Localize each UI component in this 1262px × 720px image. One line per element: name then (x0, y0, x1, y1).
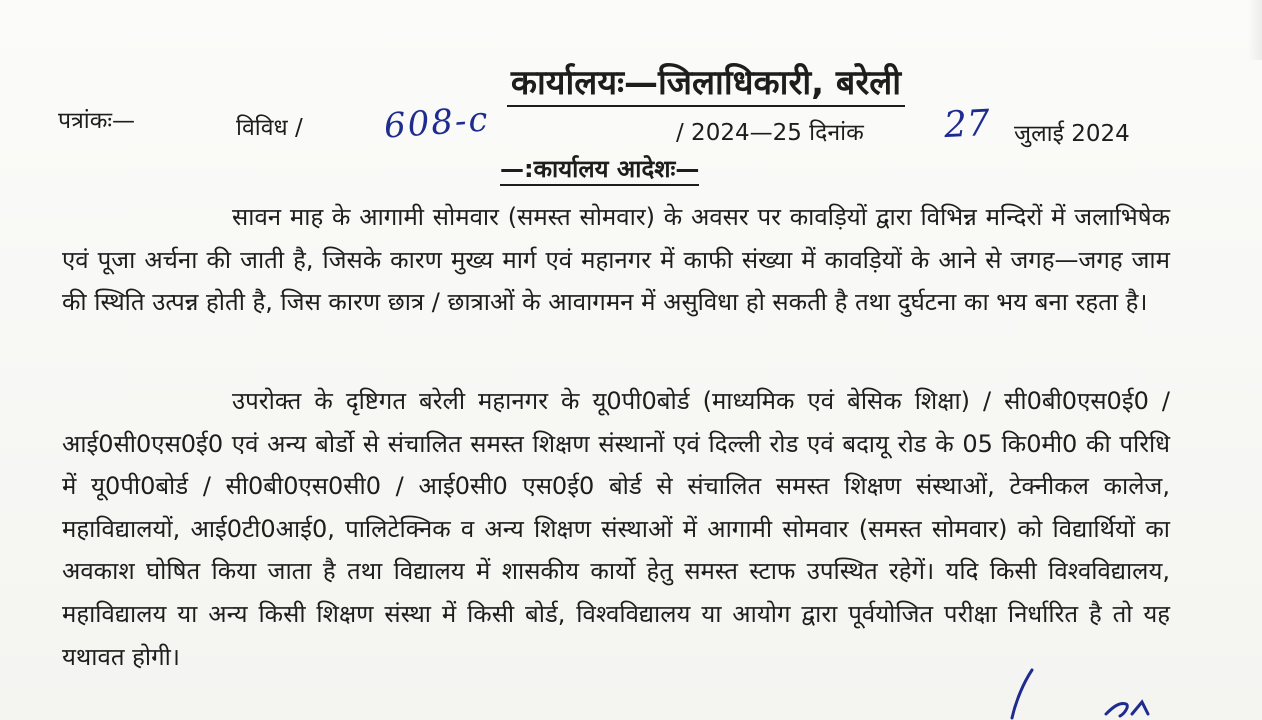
page-edge-shadow (1248, 0, 1262, 60)
order-heading-text: —:कार्यालय आदेशः— (500, 155, 699, 186)
office-title (0, 62, 1262, 107)
reference-label: पत्रांकः— (58, 108, 136, 134)
reference-prefix: विविध / (236, 115, 303, 141)
office-title-text: कार्यालयः—जिलाधिकारी, बरेली (507, 62, 905, 107)
body-paragraph-1: सावन माह के आगामी सोमवार (समस्त सोमवार) के अवसर पर कावड़ियों द्वारा विभिन्न मन्दिरों में जलाभिषेक एवं पूजा अर्चना की जाती है, जिसके कारण मुख्य मार्ग एवं महानगर में काफी संख्या में कावड़ियों के आने से जगह—जगह जाम की स्थिति उत्पन्न होती है, जिस कारण छात्र / छात्राओं के आवागमन में असुविधा हो सकती है तथा दुर्घटना का भय बना रहता है। (62, 203, 1170, 316)
signature-mark (1002, 630, 1262, 720)
reference-year: / 2024—25 दिनांक (676, 120, 864, 146)
date-month-year: जुलाई 2024 (1014, 121, 1130, 147)
body-paragraph-2: उपरोक्त के दृष्टिगत बरेली महानगर के यू0पी0बोर्ड (माध्यमिक एवं बेसिक शिक्षा) / सी0बी0एस0ई0 / आई0सी0एस0ई0 एवं अन्य बोर्डो से संचालित समस्त शिक्षण संस्थानों एवं दिल्ली रोड एवं बदायू रोड के 05 कि0मी0 की परिधि में यू0पी0बोर्ड / सी0बी0एस0सी0 / आई0सी0 एस0ई0 बोर्ड से संचालित समस्त शिक्षण संस्थाओं, टेक्नीकल कालेज, महाविद्यालयों, आई0टी0आई0, पालिटेक्निक व अन्य शिक्षण संस्थाओं में आगामी सोमवार (समस्त सोमवार) को विद्यार्थियों का अवकाश घोषित किया जाता है तथा विद्यालय में शासकीय कार्यो हेतु समस्त स्टाफ उपस्थित रहेगें। यदि किसी विश्वविद्यालय, महाविद्यालय या अन्य किसी शिक्षण संस्था में किसी बोर्ड, विश्वविद्यालय या आयोग द्वारा पूर्वयोजित परीक्षा निर्धारित है तो यह यथावत होगी। (62, 387, 1170, 671)
order-heading (500, 152, 699, 185)
handwritten-date-day: 27 (942, 102, 991, 147)
handwritten-reference-number: 608-c (382, 99, 491, 147)
